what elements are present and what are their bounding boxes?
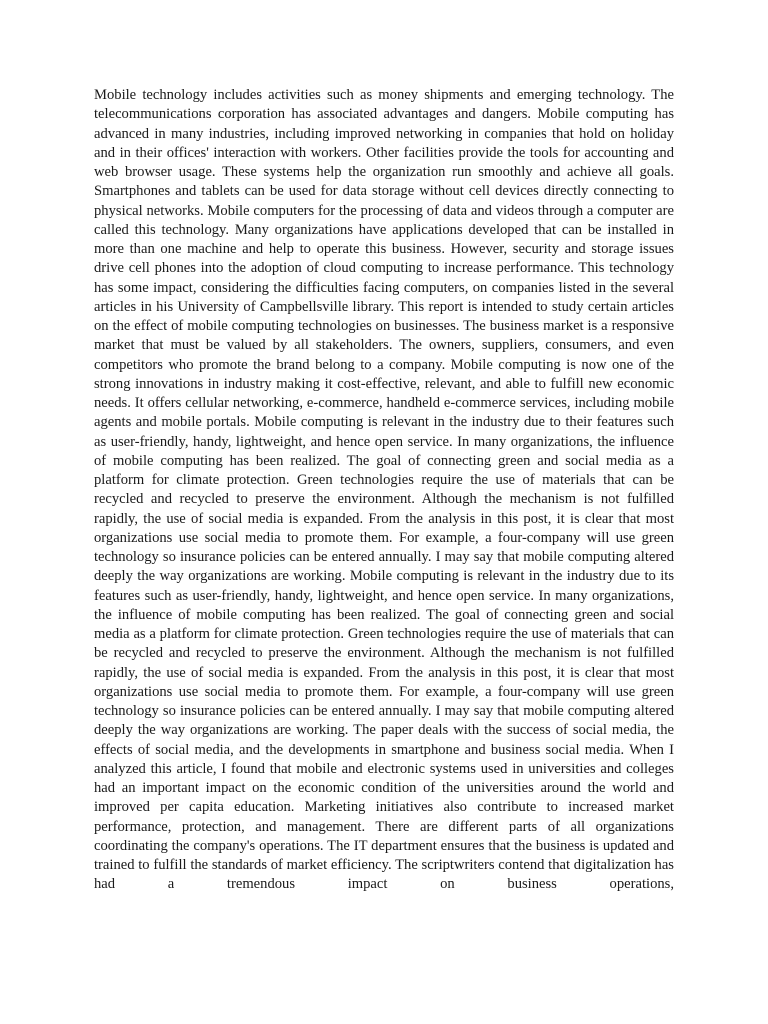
body-paragraph: Mobile technology includes activities such as money shipments and emerging technology. The telecommunications corporation has associated advantages and dangers. Mobile computing has advanced in many industries, including improved networking in companies that hold on holiday and in their offices' interaction with workers. Other facilities provide the tools for accounting and web browser usage. These systems help the organization run smoothly and achieve all goals. Smartphones and tablets can be used for data storage without cell devices directly connecting to physical networks. Mobile computers for the processing of data and videos through a computer are called this technology. Many organizations have applications developed that can be installed in more than one machine and help to operate this business. However, security and storage issues drive cell phones into the adoption of cloud computing to increase performance. This technology has some impact, considering the difficulties facing computers, on companies listed in the several articles in his University of Campbellsville library. This report is intended to study certain articles on the effect of mobile computing technologies on businesses. The business market is a responsive market that must be valued by all stakeholders. The owners, suppliers, consumers, and even competitors who promote the brand belong to a company. Mobile computing is now one of the strong innovations in industry making it cost-effective, relevant, and able to fulfill new economic needs. It offers cellular networking, e-commerce, handheld e-commerce services, including mobile agents and mobile portals. Mobile computing is relevant in the industry due to their features such as user-friendly, handy, lightweight, and hence open service. In many organizations, the influence of mobile computing has been realized. The goal of connecting green and social media as a platform for climate protection. Green technologies require the use of materials that can be recycled and recycled to preserve the environment. Although the mechanism is not fulfilled rapidly, the use of social media is expanded. From the analysis in this post, it is clear that most organizations use social media to promote them. For example, a four-company will use green technology so insurance policies can be entered annually. I may say that mobile computing altered deeply the way organizations are working. Mobile computing is relevant in the industry due to its features such as user-friendly, handy, lightweight, and hence open service. In many organizations, the influence of mobile computing has been realized. The goal of connecting green and social media as a platform for climate protection. Green technologies require the use of materials that can be recycled and recycled to preserve the environment. Although the mechanism is not fulfilled rapidly, the use of social media is expanded. From the analysis in this post, it is clear that most organizations use social media to promote them. For example, a four-company will use green technology so insurance policies can be entered annually. I may say that mobile computing altered deeply the way organizations are working. The paper deals with the success of social media, the effects of social media, and the developments in smartphone and business social media. When I analyzed this article, I found that mobile and electronic systems used in universities and colleges had an important impact on the economic condition of the universities around the world and improved per capita education. Marketing initiatives also contribute to increased market performance, protection, and management. There are different parts of all organizations coordinating the company's operations. The IT department ensures that the business is updated and trained to fulfill the standards of market efficiency. The scriptwriters contend that digitalization has had a tremendous impact on business operations, [94, 87, 674, 893]
